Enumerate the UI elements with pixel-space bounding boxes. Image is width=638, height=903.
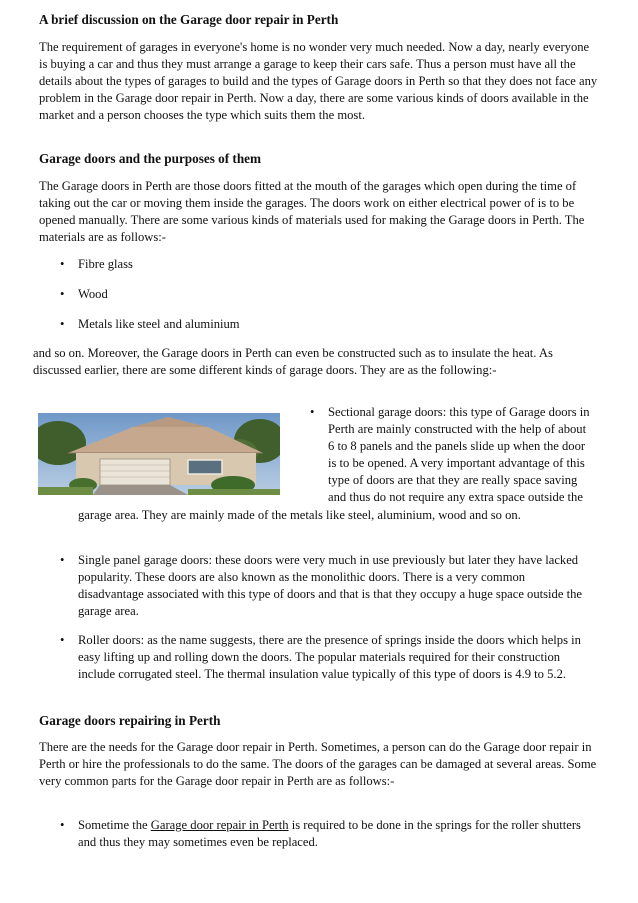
bullet-dot: • bbox=[60, 287, 65, 301]
repairing-paragraph: There are the needs for the Garage door repair in Perth. Sometimes, a person can do the Garage door repair in Perth or hire the professionals to do the same. The doors of the garages can be damaged at several areas. Some very common parts for the Garage door repair in Perth are as follows:- bbox=[39, 740, 597, 788]
sectional-doors-text-upper: Sectional garage doors: this type of Garage doors in Perth are mainly constructed with the help of about 6 to 8 panels and the panels slide up when the door is to be opened. A very important advantage of this type of doors are that they are really space saving and thus do not require any extra space outside the bbox=[328, 405, 590, 504]
material-wood: Wood bbox=[78, 287, 108, 301]
heading-repairing: Garage doors repairing in Perth bbox=[39, 713, 221, 728]
material-metals: Metals like steel and aluminium bbox=[78, 317, 240, 331]
sectional-doors-text-lower bbox=[78, 507, 583, 541]
heading-brief-discussion: A brief discussion on the Garage door repair in Perth bbox=[39, 12, 339, 27]
purposes-paragraph: The Garage doors in Perth are those doors fitted at the mouth of the garages which open during the time of taking out the car or moving them inside the garages. The doors work on either electrical power of is to be opened manually. There are some various kinds of materials used for making the Garage doors in Perth. The materials are as follows:- bbox=[39, 179, 585, 244]
material-fibre-glass: Fibre glass bbox=[78, 257, 133, 271]
bullet-dot: • bbox=[60, 553, 65, 567]
single-panel-doors-text: Single panel garage doors: these doors were very much in use previously but later they have lacked popularity. These doors are also known as the monolithic doors. There is a very common disadvantage associated with this type of doors and that is that they occupy a huge space outside the garage area. bbox=[78, 553, 582, 618]
springs-repair-text bbox=[78, 817, 583, 851]
heading-purposes: Garage doors and the purposes of them bbox=[39, 151, 261, 166]
roller-doors-text: Roller doors: as the name suggests, there are the presence of springs inside the doors which helps in easy lifting up and rolling down the doors. The popular materials required for their construction include corrugated steel. The thermal insulation value typically of this type of doors is 4.9 to 5.2. bbox=[78, 633, 581, 681]
garage-house-image bbox=[38, 413, 280, 495]
intro-paragraph: The requirement of garages in everyone's home is no wonder very much needed. Now a day, nearly everyone is buying a car and thus they must arrange a garage to keep their cars safe. Thus a person must have all the details about the types of garages to build and the types of Garage doors in Perth so that they does not face any problem in the Garage door repair in Perth. Now a day, there are some various kinds of doors available in the market and a person chooses the type which suits them the most. bbox=[39, 40, 598, 122]
bullet-dot: • bbox=[60, 257, 65, 271]
springs-text-before: Sometime the bbox=[78, 818, 151, 832]
sectional-continuation: garage area. They are mainly made of the metals like steel, aluminium, wood and so on. bbox=[78, 508, 521, 522]
bullet-dot: • bbox=[60, 633, 65, 647]
garage-door-repair-link[interactable]: Garage door repair in Perth bbox=[150, 818, 289, 832]
bullet-dot: • bbox=[310, 405, 315, 419]
springs-text-after: is required to be done in the springs for the roller shutters and thus they may sometimes even be replaced. bbox=[78, 818, 581, 849]
continuation-paragraph: and so on. Moreover, the Garage doors in Perth can even be constructed such as to insulate the heat. As discussed earlier, there are some different kinds of garage doors. They are as the following:- bbox=[33, 346, 553, 377]
bullet-dot: • bbox=[60, 317, 65, 331]
bullet-dot: • bbox=[60, 818, 65, 832]
